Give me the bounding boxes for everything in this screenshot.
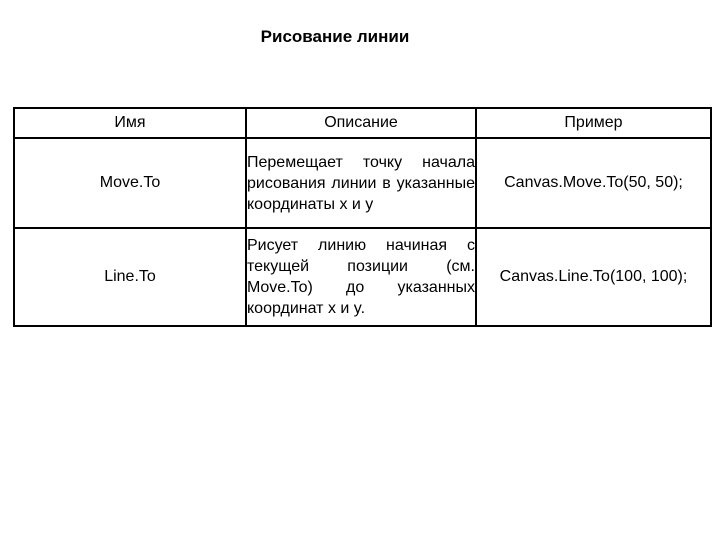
cell-example: Canvas.Move.To(50, 50); [476, 138, 711, 228]
methods-table [13, 107, 712, 327]
table-row [14, 228, 711, 326]
page-title: Рисование линии [260, 27, 410, 46]
table-header-row [14, 108, 711, 138]
header-example: Пример [476, 108, 711, 138]
cell-description: Рисует линию начиная с текущей позиции (см. Move.To) до указанных координат x и y. [246, 228, 476, 326]
header-description: Описание [246, 108, 476, 138]
cell-name: Line.To [14, 228, 246, 326]
header-name: Имя [14, 108, 246, 138]
cell-description: Перемещает точку начала рисования линии в указанные координаты x и y [246, 138, 476, 228]
table-row [14, 138, 711, 228]
cell-example: Canvas.Line.To(100, 100); [476, 228, 711, 326]
cell-name: Move.To [14, 138, 246, 228]
